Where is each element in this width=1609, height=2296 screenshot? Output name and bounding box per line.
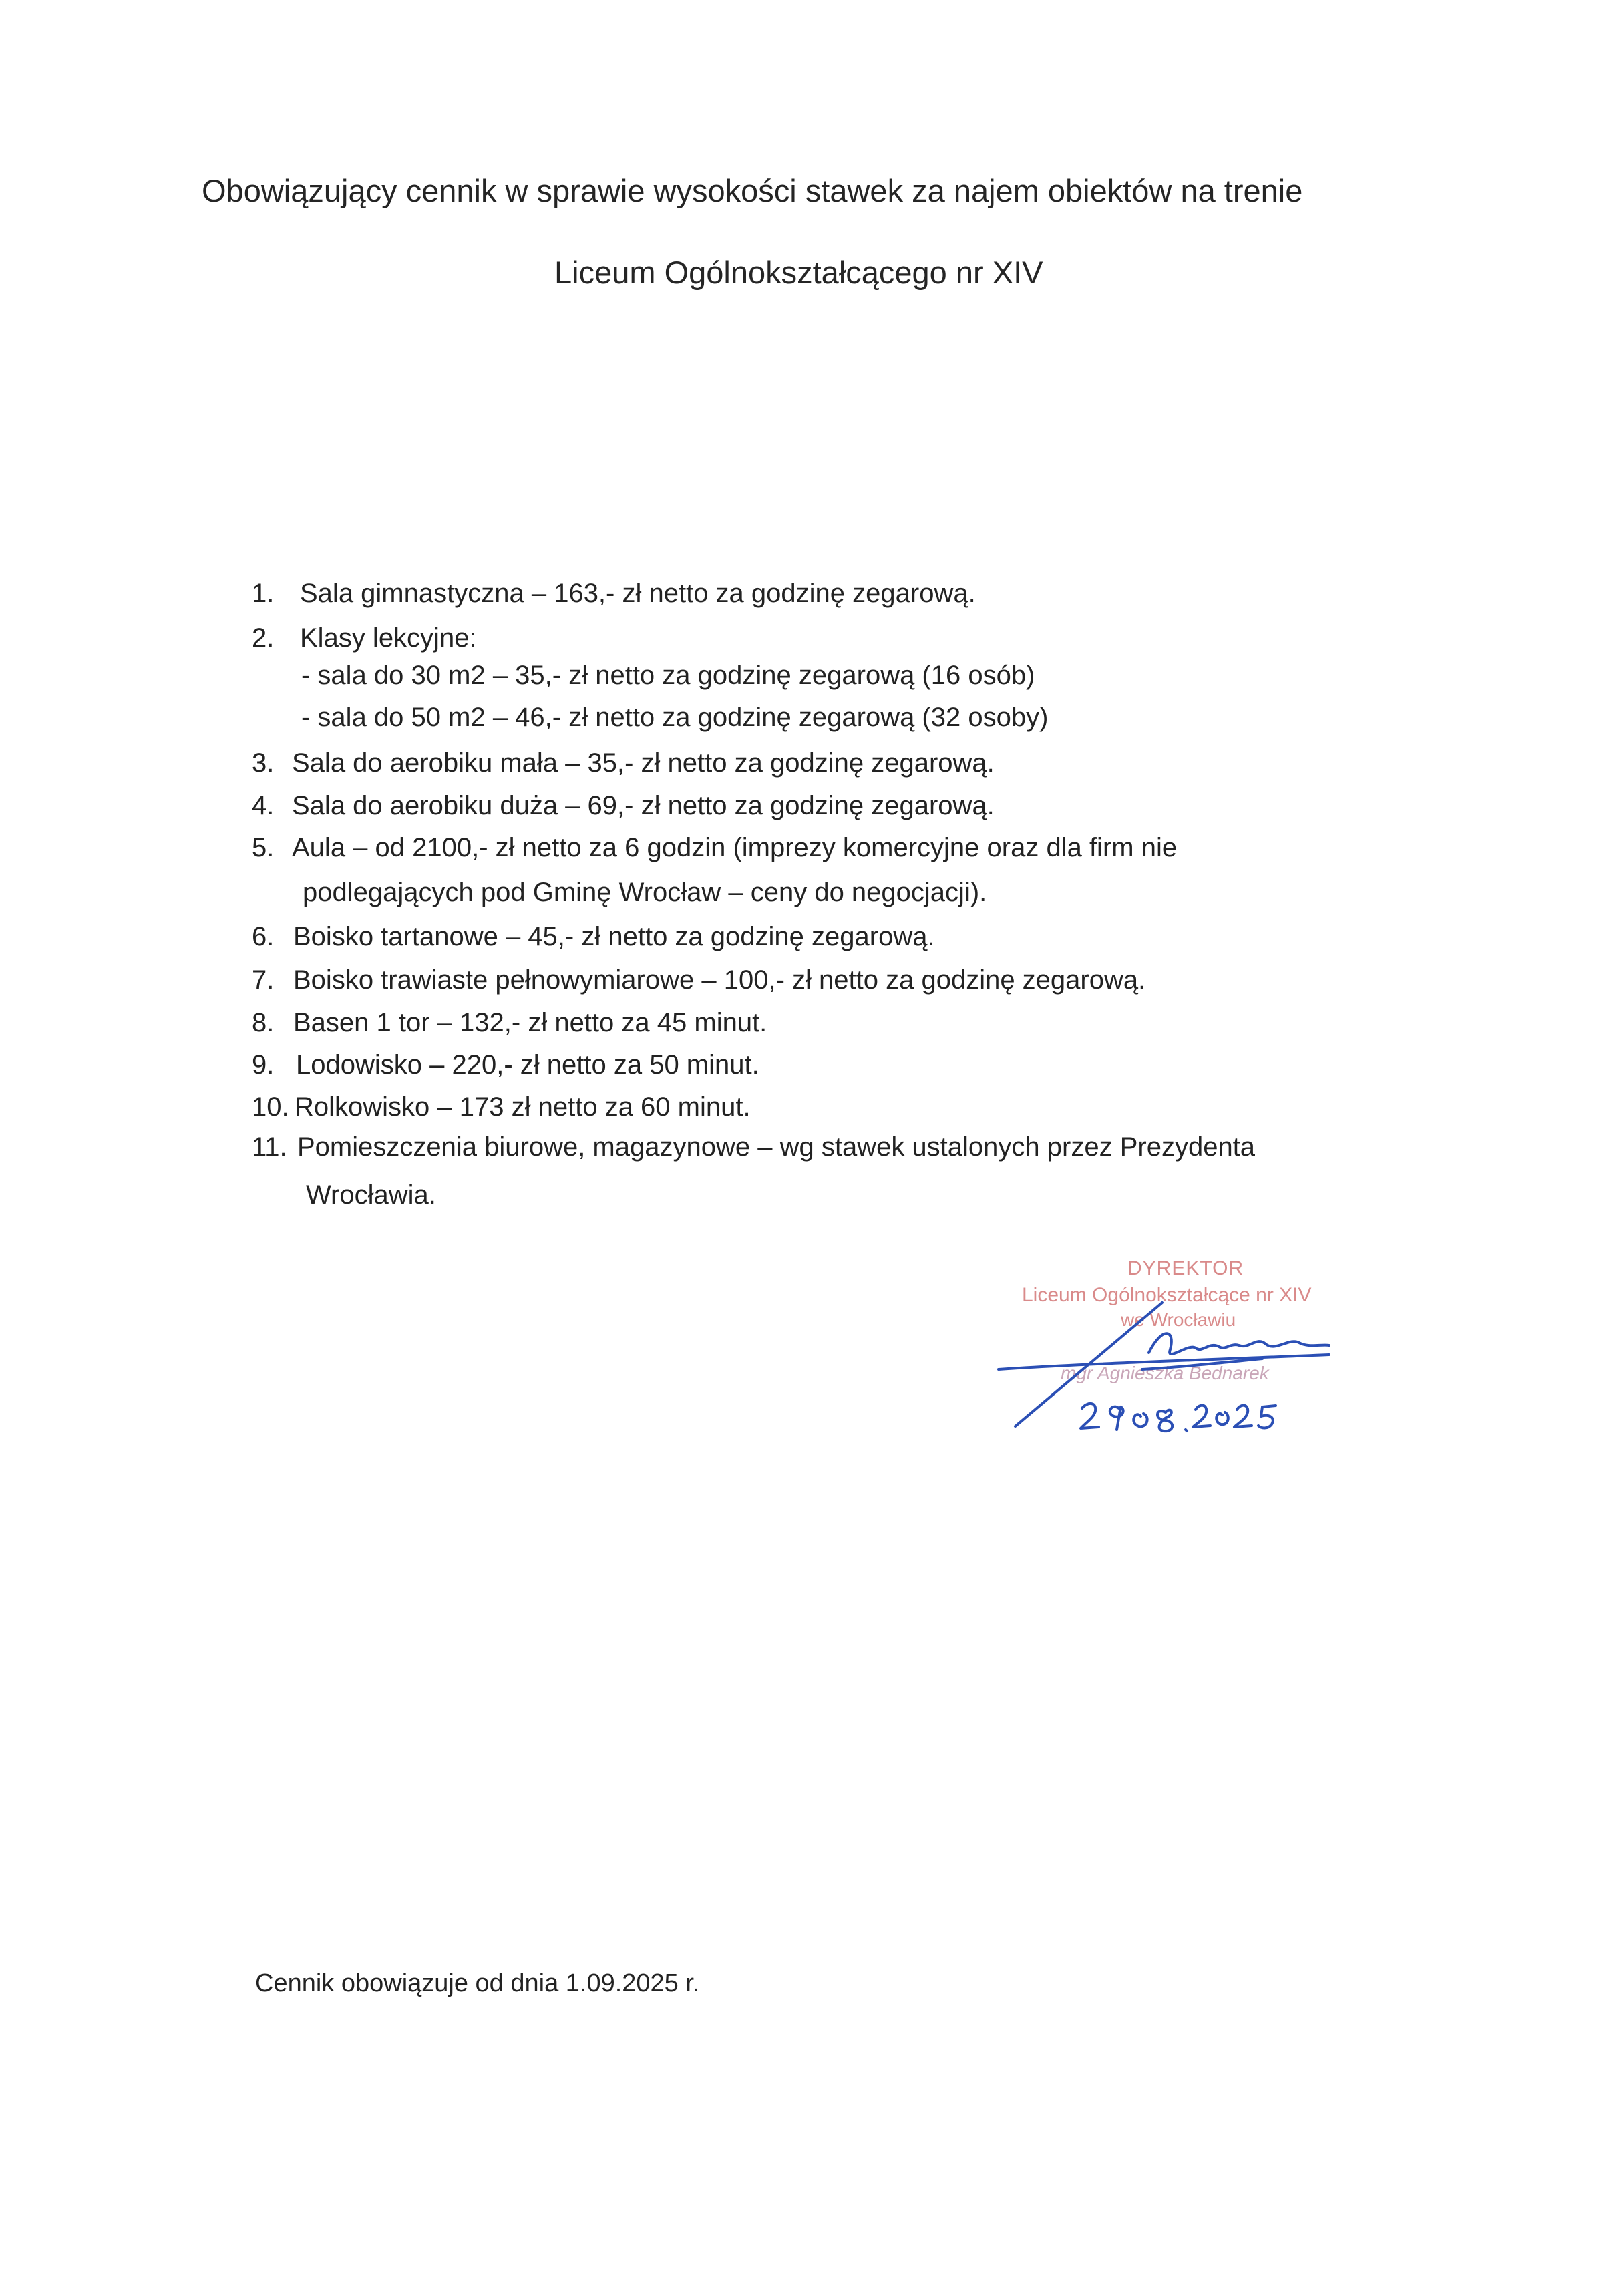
list-item <box>252 1131 1255 1163</box>
list-item <box>252 622 477 654</box>
stamp-city: we Wrocławiu <box>1121 1309 1236 1330</box>
stamp-name: mgr Agnieszka Bednarek <box>1061 1363 1269 1383</box>
list-item <box>306 1179 436 1211</box>
item-number: 8. <box>252 1008 275 1037</box>
item-number: 1. <box>252 579 275 608</box>
item-text: Boisko trawiaste pełnowymiarowe – 100,- zł netto za godzinę zegarową. <box>293 965 1146 995</box>
item-text: Boisko tartanowe – 45,- zł netto za godzinę zegarową. <box>293 922 935 951</box>
item-number: 4. <box>252 791 275 820</box>
item-text: Aula – od 2100,- zł netto za 6 godzin (imprezy komercyjne oraz dla firm nie <box>292 833 1178 862</box>
item-subtext: - sala do 50 m2 – 46,- zł netto za godzinę zegarową (32 osoby) <box>301 703 1049 732</box>
item-number: 9. <box>252 1050 275 1080</box>
stamp-school: Liceum Ogólnokształcące nr XIV <box>1022 1284 1312 1306</box>
list-item <box>252 747 995 779</box>
item-number: 5. <box>252 833 275 862</box>
list-item <box>252 921 935 953</box>
item-number: 6. <box>252 922 275 951</box>
list-item <box>301 659 1035 691</box>
item-text: Sala gimnastyczna – 163,- zł netto za godzinę zegarową. <box>300 579 976 608</box>
item-text: Sala do aerobiku mała – 35,- zł netto za godzinę zegarową. <box>292 748 995 778</box>
item-number: 10. <box>252 1092 289 1122</box>
list-item <box>252 790 995 822</box>
list-item <box>252 964 1145 996</box>
list-item <box>252 577 976 609</box>
list-item <box>252 832 1177 864</box>
item-subtext: Wrocławia. <box>306 1180 436 1210</box>
item-text: Klasy lekcyjne: <box>300 623 477 653</box>
stamp-title: DYREKTOR <box>1127 1257 1244 1279</box>
document-title-line1: Obowiązujący cennik w sprawie wysokości stawek za najem obiektów na trenie <box>202 173 1303 208</box>
item-text: Rolkowisko – 173 zł netto za 60 minut. <box>295 1092 751 1122</box>
item-text: Pomieszczenia biurowe, magazynowe – wg stawek ustalonych przez Prezydenta <box>297 1132 1256 1162</box>
item-text: Sala do aerobiku duża – 69,- zł netto za godzinę zegarową. <box>292 791 995 820</box>
item-number: 11. <box>252 1132 287 1162</box>
item-number: 3. <box>252 748 275 778</box>
footer-effective-date: Cennik obowiązuje od dnia 1.09.2025 r. <box>255 1969 700 1997</box>
signature-icon <box>995 1289 1343 1450</box>
item-subtext: - sala do 30 m2 – 35,- zł netto za godzinę zegarową (16 osób) <box>301 661 1035 690</box>
list-item <box>252 1049 759 1081</box>
item-number: 7. <box>252 965 275 995</box>
item-text: Lodowisko – 220,- zł netto za 50 minut. <box>296 1050 759 1080</box>
list-item <box>252 1091 751 1123</box>
document-title-line2: Liceum Ogólnokształcącego nr XIV <box>554 255 1043 290</box>
list-item <box>301 701 1048 733</box>
item-text: Basen 1 tor – 132,- zł netto za 45 minut. <box>293 1008 767 1037</box>
list-item <box>252 1007 767 1039</box>
item-number: 2. <box>252 623 275 653</box>
list-item <box>303 876 987 909</box>
item-subtext: podlegających pod Gminę Wrocław – ceny do negocjacji). <box>303 878 987 907</box>
